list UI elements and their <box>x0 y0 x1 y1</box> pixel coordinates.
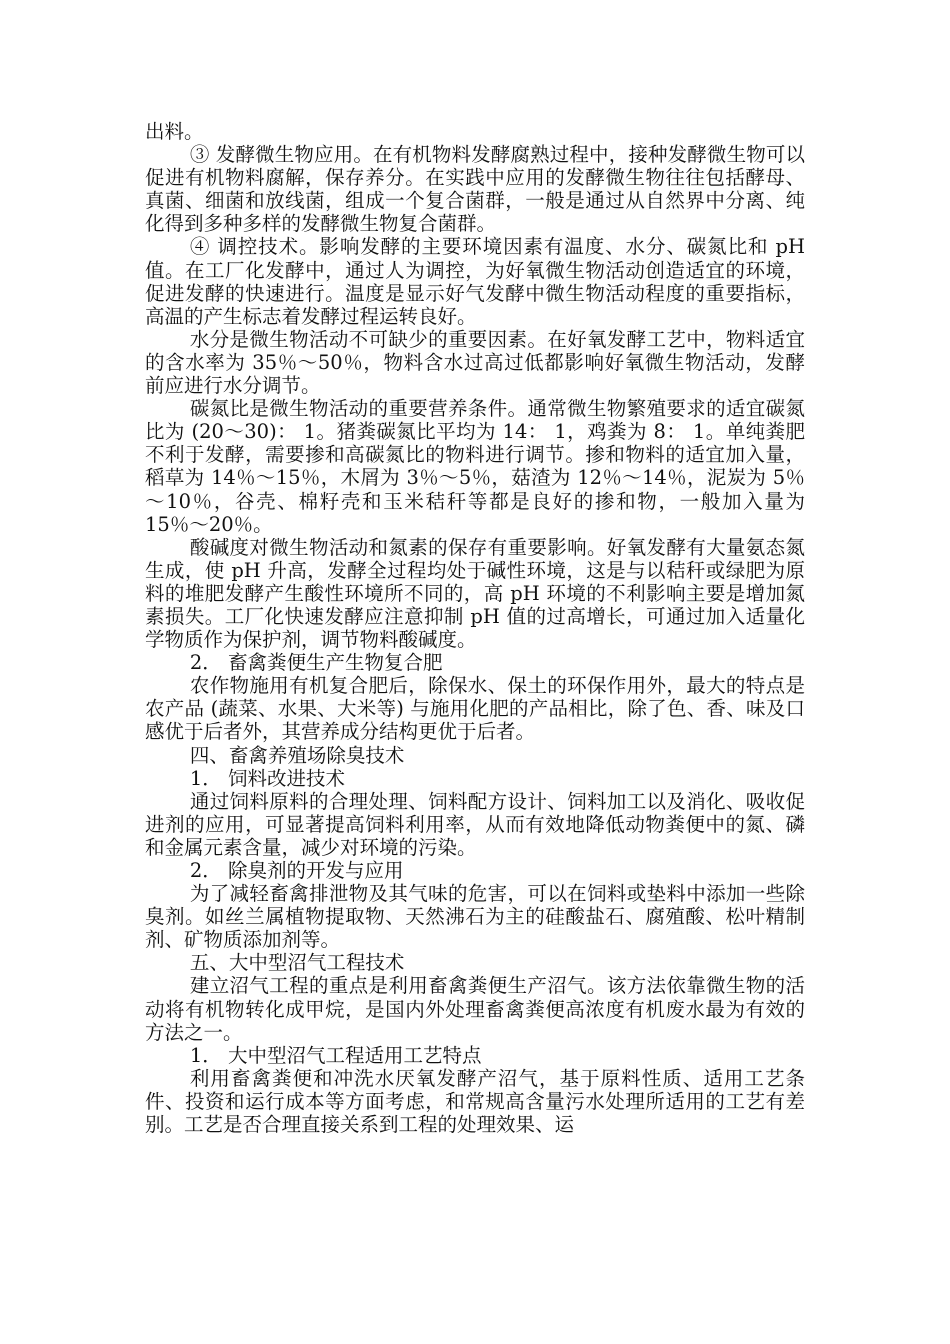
section-heading: 1． 大中型沼气工程适用工艺特点 <box>189 1043 482 1067</box>
paragraph: 利用畜禽粪便和冲洗水厌氧发酵产沼气，基于原料性质、适用工艺条件、投资和运行成本等方面考虑，和常规高含量污水处理所适用的工艺有差别。工艺是否合理直接关系到工程的处理效果、运 <box>145 1066 805 1137</box>
paragraph: 水分是微生物活动不可缺少的重要因素。在好氧发酵工艺中，物料适宜的含水率为 35％～50％，物料含水过高过低都影响好氧微生物活动，发酵前应进行水分调节。 <box>145 327 805 398</box>
document-body <box>145 120 805 1136</box>
paragraph: ④ 调控技术。影响发酵的主要环境因素有温度、水分、碳氮比和 pH 值。在工厂化发酵中，通过人为调控，为好氧微生物活动创造适宜的环境，促进发酵的快速进行。温度是显示好气发酵中微生物活动程度的重要指标，高温的产生标志着发酵过程运转良好。 <box>145 235 805 328</box>
paragraph: 出料。 <box>145 120 204 143</box>
paragraph: 建立沼气工程的重点是利用畜禽粪便生产沼气。该方法依靠微生物的活动将有机物转化成甲烷，是国内外处理畜禽粪便高浓度有机废水最为有效的方法之一。 <box>145 974 805 1044</box>
paragraph: 酸碱度对微生物活动和氮素的保存有重要影响。好氧发酵有大量氨态氮生成，使 pH 升高，发酵全过程均处于碱性环境，这是与以秸秆或绿肥为原料的堆肥发酵产生酸性环境所不同的，高 pH 环境的不利影响主要是增加氮素损失。工厂化快速发酵应注意抑制 pH 值的过高增长，可通过加入适量化学物质作为保护剂，调节物料酸碱度。 <box>145 535 805 652</box>
paragraph: ③ 发酵微生物应用。在有机物料发酵腐熟过程中，接种发酵微生物可以促进有机物料腐解，保存养分。在实践中应用的发酵微生物往往包括酵母、真菌、细菌和放线菌，组成一个复合菌群，一般是通过从自然界中分离、纯化得到多种多样的发酵微生物复合菌群。 <box>145 143 805 236</box>
section-heading: 四、畜禽养殖场除臭技术 <box>189 743 405 767</box>
paragraph: 农作物施用有机复合肥后，除保水、保土的环保作用外，最大的特点是农产品 (蔬菜、水果、大米等) 与施用化肥的产品相比，除了色、香、味及口感优于后者外，其营养成分结构更优于后者。 <box>145 674 805 744</box>
paragraph: 通过饲料原料的合理处理、饲料配方设计、饲料加工以及消化、吸收促进剂的应用，可显著提高饲料利用率，从而有效地降低动物粪便中的氮、磷和金属元素含量，减少对环境的污染。 <box>145 789 805 859</box>
section-heading: 2． 畜禽粪便生产生物复合肥 <box>189 651 443 675</box>
paragraph: 碳氮比是微生物活动的重要营养条件。通常微生物繁殖要求的适宜碳氮比为 (20～30)： 1。猪粪碳氮比平均为 14： 1，鸡粪为 8： 1。单纯粪肥不利于发酵，需要掺和高碳氮比的物料进行调节。掺和物料的适宜加入量，稻草为 14％～15％，木屑为 3％～5％，菇渣为 12％～14％，泥炭为 5％～10％，谷壳、棉籽壳和玉米秸秆等都是良好的掺和物，一般加入量为 15％～20％。 <box>145 397 805 536</box>
paragraph: 为了减轻畜禽排泄物及其气味的危害，可以在饲料或垫料中添加一些除臭剂。如丝兰属植物提取物、天然沸石为主的硅酸盐石、腐殖酸、松叶精制剂、矿物质添加剂等。 <box>145 882 805 952</box>
section-heading: 2． 除臭剂的开发与应用 <box>189 859 404 882</box>
section-heading: 1． 饲料改进技术 <box>189 766 345 790</box>
section-heading: 五、大中型沼气工程技术 <box>189 951 405 975</box>
